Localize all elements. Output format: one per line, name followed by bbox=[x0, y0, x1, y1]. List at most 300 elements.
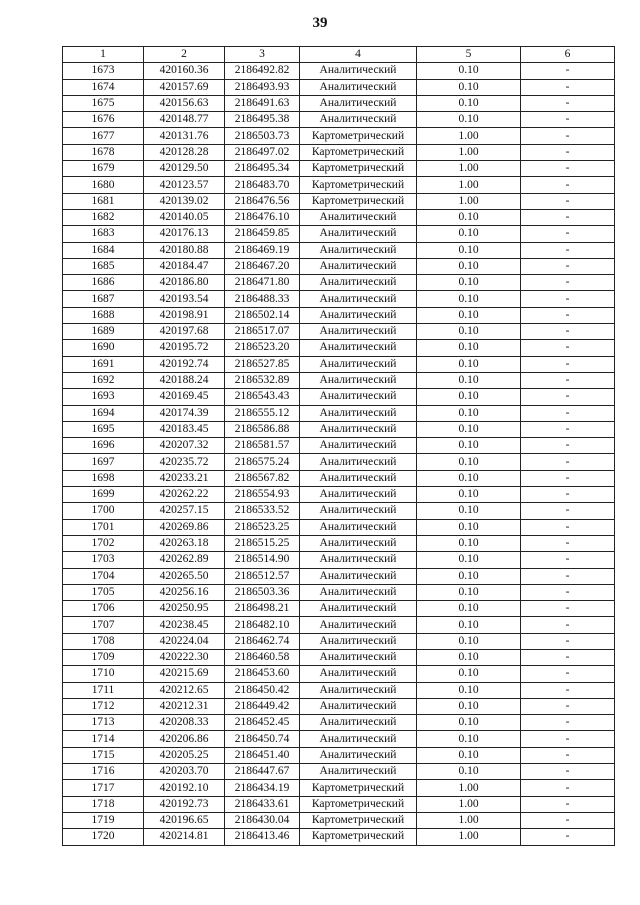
accuracy-cell: 0.10 bbox=[417, 340, 521, 356]
y-coordinate-cell: 2186503.73 bbox=[225, 128, 300, 144]
note-cell: - bbox=[521, 470, 615, 486]
x-coordinate-cell: 420139.02 bbox=[144, 193, 225, 209]
x-coordinate-cell: 420203.70 bbox=[144, 764, 225, 780]
x-coordinate-cell: 420224.04 bbox=[144, 633, 225, 649]
method-cell: Картометрический bbox=[300, 829, 417, 845]
method-cell: Аналитический bbox=[300, 552, 417, 568]
x-coordinate-cell: 420265.50 bbox=[144, 568, 225, 584]
accuracy-cell: 0.10 bbox=[417, 421, 521, 437]
accuracy-cell: 0.10 bbox=[417, 242, 521, 258]
point-number-cell: 1700 bbox=[63, 503, 144, 519]
point-number-cell: 1679 bbox=[63, 161, 144, 177]
accuracy-cell: 0.10 bbox=[417, 63, 521, 79]
x-coordinate-cell: 420263.18 bbox=[144, 535, 225, 551]
y-coordinate-cell: 2186514.90 bbox=[225, 552, 300, 568]
point-number-cell: 1676 bbox=[63, 112, 144, 128]
table-row bbox=[63, 389, 615, 405]
y-coordinate-cell: 2186469.19 bbox=[225, 242, 300, 258]
accuracy-cell: 0.10 bbox=[417, 552, 521, 568]
method-cell: Аналитический bbox=[300, 487, 417, 503]
x-coordinate-cell: 420176.13 bbox=[144, 226, 225, 242]
accuracy-cell: 1.00 bbox=[417, 812, 521, 828]
x-coordinate-cell: 420269.86 bbox=[144, 519, 225, 535]
table-row bbox=[63, 144, 615, 160]
note-cell: - bbox=[521, 617, 615, 633]
point-number-cell: 1718 bbox=[63, 796, 144, 812]
method-cell: Аналитический bbox=[300, 421, 417, 437]
x-coordinate-cell: 420183.45 bbox=[144, 421, 225, 437]
accuracy-cell: 0.10 bbox=[417, 519, 521, 535]
point-number-cell: 1701 bbox=[63, 519, 144, 535]
table-row bbox=[63, 356, 615, 372]
point-number-cell: 1698 bbox=[63, 470, 144, 486]
point-number-cell: 1720 bbox=[63, 829, 144, 845]
point-number-cell: 1697 bbox=[63, 454, 144, 470]
accuracy-cell: 0.10 bbox=[417, 405, 521, 421]
note-cell: - bbox=[521, 226, 615, 242]
table-row bbox=[63, 698, 615, 714]
note-cell: - bbox=[521, 633, 615, 649]
accuracy-cell: 0.10 bbox=[417, 503, 521, 519]
note-cell: - bbox=[521, 324, 615, 340]
accuracy-cell: 0.10 bbox=[417, 666, 521, 682]
x-coordinate-cell: 420131.76 bbox=[144, 128, 225, 144]
x-coordinate-cell: 420235.72 bbox=[144, 454, 225, 470]
accuracy-cell: 0.10 bbox=[417, 568, 521, 584]
method-cell: Аналитический bbox=[300, 112, 417, 128]
table-row bbox=[63, 291, 615, 307]
y-coordinate-cell: 2186482.10 bbox=[225, 617, 300, 633]
accuracy-cell: 0.10 bbox=[417, 389, 521, 405]
note-cell: - bbox=[521, 649, 615, 665]
note-cell: - bbox=[521, 780, 615, 796]
x-coordinate-cell: 420196.65 bbox=[144, 812, 225, 828]
point-number-cell: 1694 bbox=[63, 405, 144, 421]
method-cell: Аналитический bbox=[300, 324, 417, 340]
accuracy-cell: 0.10 bbox=[417, 698, 521, 714]
point-number-cell: 1687 bbox=[63, 291, 144, 307]
table-row bbox=[63, 519, 615, 535]
method-cell: Аналитический bbox=[300, 291, 417, 307]
method-cell: Аналитический bbox=[300, 682, 417, 698]
method-cell: Аналитический bbox=[300, 715, 417, 731]
y-coordinate-cell: 2186495.38 bbox=[225, 112, 300, 128]
y-coordinate-cell: 2186467.20 bbox=[225, 258, 300, 274]
y-coordinate-cell: 2186471.80 bbox=[225, 275, 300, 291]
accuracy-cell: 0.10 bbox=[417, 95, 521, 111]
y-coordinate-cell: 2186483.70 bbox=[225, 177, 300, 193]
note-cell: - bbox=[521, 389, 615, 405]
x-coordinate-cell: 420215.69 bbox=[144, 666, 225, 682]
method-cell: Картометрический bbox=[300, 128, 417, 144]
accuracy-cell: 0.10 bbox=[417, 372, 521, 388]
coordinates-table bbox=[62, 46, 615, 846]
y-coordinate-cell: 2186453.60 bbox=[225, 666, 300, 682]
method-cell: Аналитический bbox=[300, 340, 417, 356]
table-row bbox=[63, 307, 615, 323]
y-coordinate-cell: 2186450.42 bbox=[225, 682, 300, 698]
accuracy-cell: 1.00 bbox=[417, 193, 521, 209]
note-cell: - bbox=[521, 340, 615, 356]
accuracy-cell: 0.10 bbox=[417, 79, 521, 95]
method-cell: Аналитический bbox=[300, 63, 417, 79]
note-cell: - bbox=[521, 715, 615, 731]
note-cell: - bbox=[521, 112, 615, 128]
table-row bbox=[63, 128, 615, 144]
y-coordinate-cell: 2186502.14 bbox=[225, 307, 300, 323]
y-coordinate-cell: 2186488.33 bbox=[225, 291, 300, 307]
method-cell: Картометрический bbox=[300, 780, 417, 796]
x-coordinate-cell: 420140.05 bbox=[144, 209, 225, 225]
x-coordinate-cell: 420198.91 bbox=[144, 307, 225, 323]
table-row bbox=[63, 649, 615, 665]
point-number-cell: 1708 bbox=[63, 633, 144, 649]
point-number-cell: 1685 bbox=[63, 258, 144, 274]
y-coordinate-cell: 2186532.89 bbox=[225, 372, 300, 388]
accuracy-cell: 0.10 bbox=[417, 601, 521, 617]
x-coordinate-cell: 420262.89 bbox=[144, 552, 225, 568]
x-coordinate-cell: 420250.95 bbox=[144, 601, 225, 617]
table-row bbox=[63, 682, 615, 698]
method-cell: Аналитический bbox=[300, 389, 417, 405]
point-number-cell: 1702 bbox=[63, 535, 144, 551]
table-row bbox=[63, 275, 615, 291]
x-coordinate-cell: 420129.50 bbox=[144, 161, 225, 177]
y-coordinate-cell: 2186433.61 bbox=[225, 796, 300, 812]
point-number-cell: 1709 bbox=[63, 649, 144, 665]
table-row bbox=[63, 747, 615, 763]
accuracy-cell: 0.10 bbox=[417, 487, 521, 503]
note-cell: - bbox=[521, 666, 615, 682]
y-coordinate-cell: 2186491.63 bbox=[225, 95, 300, 111]
y-coordinate-cell: 2186515.25 bbox=[225, 535, 300, 551]
table-row bbox=[63, 470, 615, 486]
accuracy-cell: 0.10 bbox=[417, 715, 521, 731]
x-coordinate-cell: 420186.80 bbox=[144, 275, 225, 291]
table-row bbox=[63, 324, 615, 340]
table-row bbox=[63, 405, 615, 421]
point-number-cell: 1716 bbox=[63, 764, 144, 780]
x-coordinate-cell: 420206.86 bbox=[144, 731, 225, 747]
method-cell: Аналитический bbox=[300, 242, 417, 258]
accuracy-cell: 0.10 bbox=[417, 747, 521, 763]
method-cell: Аналитический bbox=[300, 454, 417, 470]
x-coordinate-cell: 420205.25 bbox=[144, 747, 225, 763]
y-coordinate-cell: 2186503.36 bbox=[225, 584, 300, 600]
y-coordinate-cell: 2186554.93 bbox=[225, 487, 300, 503]
note-cell: - bbox=[521, 812, 615, 828]
note-cell: - bbox=[521, 242, 615, 258]
note-cell: - bbox=[521, 128, 615, 144]
y-coordinate-cell: 2186517.07 bbox=[225, 324, 300, 340]
y-coordinate-cell: 2186533.52 bbox=[225, 503, 300, 519]
method-cell: Картометрический bbox=[300, 796, 417, 812]
table-row bbox=[63, 177, 615, 193]
x-coordinate-cell: 420184.47 bbox=[144, 258, 225, 274]
method-cell: Аналитический bbox=[300, 698, 417, 714]
accuracy-cell: 0.10 bbox=[417, 356, 521, 372]
y-coordinate-cell: 2186586.88 bbox=[225, 421, 300, 437]
table-row bbox=[63, 438, 615, 454]
x-coordinate-cell: 420233.21 bbox=[144, 470, 225, 486]
note-cell: - bbox=[521, 454, 615, 470]
x-coordinate-cell: 420148.77 bbox=[144, 112, 225, 128]
note-cell: - bbox=[521, 487, 615, 503]
accuracy-cell: 0.10 bbox=[417, 258, 521, 274]
accuracy-cell: 0.10 bbox=[417, 764, 521, 780]
table-row bbox=[63, 258, 615, 274]
method-cell: Аналитический bbox=[300, 666, 417, 682]
table-row bbox=[63, 633, 615, 649]
table-row bbox=[63, 226, 615, 242]
method-cell: Аналитический bbox=[300, 356, 417, 372]
table-row bbox=[63, 372, 615, 388]
point-number-cell: 1688 bbox=[63, 307, 144, 323]
y-coordinate-cell: 2186476.10 bbox=[225, 209, 300, 225]
note-cell: - bbox=[521, 535, 615, 551]
note-cell: - bbox=[521, 584, 615, 600]
table-row bbox=[63, 780, 615, 796]
x-coordinate-cell: 420222.30 bbox=[144, 649, 225, 665]
note-cell: - bbox=[521, 307, 615, 323]
table-row bbox=[63, 112, 615, 128]
y-coordinate-cell: 2186493.93 bbox=[225, 79, 300, 95]
note-cell: - bbox=[521, 258, 615, 274]
point-number-cell: 1710 bbox=[63, 666, 144, 682]
column-header-3: 3 bbox=[225, 47, 300, 63]
accuracy-cell: 0.10 bbox=[417, 209, 521, 225]
point-number-cell: 1693 bbox=[63, 389, 144, 405]
note-cell: - bbox=[521, 421, 615, 437]
point-number-cell: 1673 bbox=[63, 63, 144, 79]
y-coordinate-cell: 2186451.40 bbox=[225, 747, 300, 763]
column-header-4: 4 bbox=[300, 47, 417, 63]
method-cell: Аналитический bbox=[300, 584, 417, 600]
note-cell: - bbox=[521, 731, 615, 747]
column-header-5: 5 bbox=[417, 47, 521, 63]
method-cell: Аналитический bbox=[300, 372, 417, 388]
page-number: 39 bbox=[312, 15, 328, 31]
y-coordinate-cell: 2186476.56 bbox=[225, 193, 300, 209]
x-coordinate-cell: 420208.33 bbox=[144, 715, 225, 731]
note-cell: - bbox=[521, 698, 615, 714]
y-coordinate-cell: 2186430.04 bbox=[225, 812, 300, 828]
method-cell: Аналитический bbox=[300, 535, 417, 551]
y-coordinate-cell: 2186452.45 bbox=[225, 715, 300, 731]
accuracy-cell: 0.10 bbox=[417, 682, 521, 698]
note-cell: - bbox=[521, 829, 615, 845]
point-number-cell: 1715 bbox=[63, 747, 144, 763]
accuracy-cell: 0.10 bbox=[417, 324, 521, 340]
accuracy-cell: 0.10 bbox=[417, 438, 521, 454]
method-cell: Аналитический bbox=[300, 568, 417, 584]
table-row bbox=[63, 584, 615, 600]
point-number-cell: 1705 bbox=[63, 584, 144, 600]
accuracy-cell: 0.10 bbox=[417, 112, 521, 128]
table-row bbox=[63, 242, 615, 258]
point-number-cell: 1719 bbox=[63, 812, 144, 828]
accuracy-cell: 0.10 bbox=[417, 633, 521, 649]
note-cell: - bbox=[521, 682, 615, 698]
point-number-cell: 1678 bbox=[63, 144, 144, 160]
y-coordinate-cell: 2186459.85 bbox=[225, 226, 300, 242]
table-body bbox=[63, 63, 615, 845]
x-coordinate-cell: 420192.10 bbox=[144, 780, 225, 796]
point-number-cell: 1684 bbox=[63, 242, 144, 258]
x-coordinate-cell: 420212.65 bbox=[144, 682, 225, 698]
y-coordinate-cell: 2186450.74 bbox=[225, 731, 300, 747]
y-coordinate-cell: 2186567.82 bbox=[225, 470, 300, 486]
table-row bbox=[63, 731, 615, 747]
y-coordinate-cell: 2186413.46 bbox=[225, 829, 300, 845]
method-cell: Картометрический bbox=[300, 144, 417, 160]
column-header-6: 6 bbox=[521, 47, 615, 63]
note-cell: - bbox=[521, 95, 615, 111]
table-row bbox=[63, 829, 615, 845]
x-coordinate-cell: 420207.32 bbox=[144, 438, 225, 454]
table-row bbox=[63, 193, 615, 209]
column-header-1: 1 bbox=[63, 47, 144, 63]
method-cell: Аналитический bbox=[300, 226, 417, 242]
note-cell: - bbox=[521, 209, 615, 225]
table-row bbox=[63, 340, 615, 356]
method-cell: Аналитический bbox=[300, 519, 417, 535]
accuracy-cell: 1.00 bbox=[417, 796, 521, 812]
method-cell: Аналитический bbox=[300, 307, 417, 323]
note-cell: - bbox=[521, 144, 615, 160]
point-number-cell: 1675 bbox=[63, 95, 144, 111]
point-number-cell: 1689 bbox=[63, 324, 144, 340]
y-coordinate-cell: 2186449.42 bbox=[225, 698, 300, 714]
y-coordinate-cell: 2186523.20 bbox=[225, 340, 300, 356]
table-header bbox=[63, 47, 615, 63]
table-row bbox=[63, 552, 615, 568]
point-number-cell: 1683 bbox=[63, 226, 144, 242]
table-row bbox=[63, 796, 615, 812]
accuracy-cell: 0.10 bbox=[417, 307, 521, 323]
x-coordinate-cell: 420123.57 bbox=[144, 177, 225, 193]
point-number-cell: 1692 bbox=[63, 372, 144, 388]
method-cell: Картометрический bbox=[300, 812, 417, 828]
method-cell: Аналитический bbox=[300, 275, 417, 291]
table-row bbox=[63, 454, 615, 470]
method-cell: Картометрический bbox=[300, 177, 417, 193]
table-row bbox=[63, 568, 615, 584]
x-coordinate-cell: 420256.16 bbox=[144, 584, 225, 600]
accuracy-cell: 1.00 bbox=[417, 144, 521, 160]
accuracy-cell: 1.00 bbox=[417, 177, 521, 193]
note-cell: - bbox=[521, 356, 615, 372]
accuracy-cell: 0.10 bbox=[417, 649, 521, 665]
point-number-cell: 1680 bbox=[63, 177, 144, 193]
method-cell: Аналитический bbox=[300, 747, 417, 763]
accuracy-cell: 0.10 bbox=[417, 535, 521, 551]
note-cell: - bbox=[521, 193, 615, 209]
y-coordinate-cell: 2186492.82 bbox=[225, 63, 300, 79]
x-coordinate-cell: 420174.39 bbox=[144, 405, 225, 421]
point-number-cell: 1674 bbox=[63, 79, 144, 95]
note-cell: - bbox=[521, 63, 615, 79]
method-cell: Аналитический bbox=[300, 731, 417, 747]
point-number-cell: 1699 bbox=[63, 487, 144, 503]
y-coordinate-cell: 2186555.12 bbox=[225, 405, 300, 421]
note-cell: - bbox=[521, 568, 615, 584]
note-cell: - bbox=[521, 291, 615, 307]
method-cell: Аналитический bbox=[300, 405, 417, 421]
table-row bbox=[63, 812, 615, 828]
table-row bbox=[63, 503, 615, 519]
x-coordinate-cell: 420156.63 bbox=[144, 95, 225, 111]
accuracy-cell: 1.00 bbox=[417, 829, 521, 845]
table-row bbox=[63, 95, 615, 111]
x-coordinate-cell: 420238.45 bbox=[144, 617, 225, 633]
note-cell: - bbox=[521, 275, 615, 291]
x-coordinate-cell: 420128.28 bbox=[144, 144, 225, 160]
method-cell: Аналитический bbox=[300, 79, 417, 95]
point-number-cell: 1711 bbox=[63, 682, 144, 698]
method-cell: Картометрический bbox=[300, 193, 417, 209]
point-number-cell: 1690 bbox=[63, 340, 144, 356]
y-coordinate-cell: 2186462.74 bbox=[225, 633, 300, 649]
accuracy-cell: 1.00 bbox=[417, 161, 521, 177]
point-number-cell: 1713 bbox=[63, 715, 144, 731]
point-number-cell: 1717 bbox=[63, 780, 144, 796]
method-cell: Аналитический bbox=[300, 209, 417, 225]
y-coordinate-cell: 2186434.19 bbox=[225, 780, 300, 796]
column-header-2: 2 bbox=[144, 47, 225, 63]
table-row bbox=[63, 764, 615, 780]
point-number-cell: 1712 bbox=[63, 698, 144, 714]
y-coordinate-cell: 2186575.24 bbox=[225, 454, 300, 470]
y-coordinate-cell: 2186527.85 bbox=[225, 356, 300, 372]
x-coordinate-cell: 420214.81 bbox=[144, 829, 225, 845]
note-cell: - bbox=[521, 796, 615, 812]
point-number-cell: 1706 bbox=[63, 601, 144, 617]
y-coordinate-cell: 2186523.25 bbox=[225, 519, 300, 535]
point-number-cell: 1696 bbox=[63, 438, 144, 454]
note-cell: - bbox=[521, 601, 615, 617]
x-coordinate-cell: 420195.72 bbox=[144, 340, 225, 356]
note-cell: - bbox=[521, 747, 615, 763]
x-coordinate-cell: 420257.15 bbox=[144, 503, 225, 519]
table-row bbox=[63, 666, 615, 682]
x-coordinate-cell: 420169.45 bbox=[144, 389, 225, 405]
y-coordinate-cell: 2186497.02 bbox=[225, 144, 300, 160]
method-cell: Аналитический bbox=[300, 649, 417, 665]
method-cell: Аналитический bbox=[300, 503, 417, 519]
note-cell: - bbox=[521, 503, 615, 519]
accuracy-cell: 0.10 bbox=[417, 731, 521, 747]
accuracy-cell: 0.10 bbox=[417, 275, 521, 291]
method-cell: Аналитический bbox=[300, 438, 417, 454]
point-number-cell: 1714 bbox=[63, 731, 144, 747]
point-number-cell: 1691 bbox=[63, 356, 144, 372]
method-cell: Аналитический bbox=[300, 633, 417, 649]
accuracy-cell: 0.10 bbox=[417, 226, 521, 242]
table-row bbox=[63, 421, 615, 437]
point-number-cell: 1681 bbox=[63, 193, 144, 209]
accuracy-cell: 0.10 bbox=[417, 617, 521, 633]
y-coordinate-cell: 2186447.67 bbox=[225, 764, 300, 780]
y-coordinate-cell: 2186495.34 bbox=[225, 161, 300, 177]
method-cell: Аналитический bbox=[300, 258, 417, 274]
x-coordinate-cell: 420180.88 bbox=[144, 242, 225, 258]
y-coordinate-cell: 2186460.58 bbox=[225, 649, 300, 665]
point-number-cell: 1695 bbox=[63, 421, 144, 437]
x-coordinate-cell: 420262.22 bbox=[144, 487, 225, 503]
table-row bbox=[63, 161, 615, 177]
table-row bbox=[63, 601, 615, 617]
